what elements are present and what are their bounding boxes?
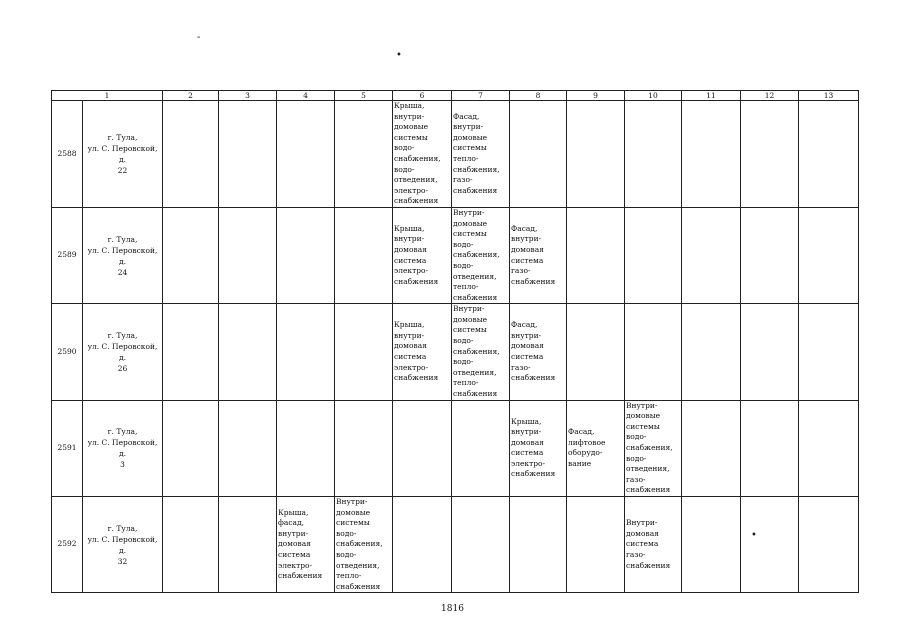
address-line: 32 [117, 556, 128, 566]
work-cell [393, 400, 452, 496]
address-line: г. Тула, [107, 132, 138, 142]
work-line: системы тепло- [453, 143, 487, 163]
empty-cell [799, 496, 859, 592]
work-line: снабжения [394, 276, 439, 286]
work-line: Внутри- [453, 207, 485, 217]
empty-cell [163, 400, 219, 496]
work-line: отведения, [453, 271, 497, 281]
work-line: система [511, 448, 544, 458]
work-line: система [278, 549, 311, 559]
work-cell [277, 496, 335, 592]
work-line: оборудо-вание [568, 448, 603, 468]
work-line: снабжения, [453, 346, 500, 356]
work-line: водо- [453, 260, 474, 270]
work-line: водо- [394, 164, 415, 174]
column-header: 3 [219, 91, 277, 101]
work-line: отведения, [394, 175, 438, 185]
table-row [52, 400, 859, 496]
stray-mark-dot: • [396, 50, 402, 61]
work-line: снабжения [336, 581, 381, 591]
address-line: 24 [117, 267, 128, 277]
work-line: система газо- [511, 255, 544, 276]
work-line: домовые [394, 122, 429, 132]
work-cell [335, 304, 393, 400]
work-line: электро- [278, 560, 313, 570]
work-line: системы водо- [453, 325, 487, 346]
table-header-row [52, 91, 859, 101]
row-number: 2592 [52, 496, 83, 592]
address-line: г. Тула, [107, 523, 138, 533]
work-cell [567, 101, 625, 208]
work-cell [277, 207, 335, 303]
work-line: снабжения, [394, 153, 441, 163]
empty-cell [219, 496, 277, 592]
work-cell [625, 101, 682, 208]
table-row [52, 101, 859, 208]
empty-cell [163, 496, 219, 592]
work-line: тепло- [453, 282, 479, 292]
table-row [52, 304, 859, 400]
work-line: снабжения, [453, 164, 500, 174]
table-row [52, 496, 859, 592]
work-cell [335, 496, 393, 592]
address-line: г. Тула, [107, 234, 138, 244]
column-header: 6 [393, 91, 452, 101]
work-line: снабжения, [336, 539, 383, 549]
work-line: тепло- [336, 571, 362, 581]
work-line: Внутри- [626, 518, 658, 528]
work-cell [335, 207, 393, 303]
work-cell [393, 207, 452, 303]
row-number: 2590 [52, 304, 83, 400]
work-line: снабжения [626, 560, 671, 570]
work-cell [567, 207, 625, 303]
row-number: 2589 [52, 207, 83, 303]
work-line: внутри- [278, 528, 309, 538]
work-line: электро- [394, 362, 429, 372]
work-line: тепло- [453, 378, 479, 388]
column-header: 11 [682, 91, 741, 101]
empty-cell [219, 101, 277, 208]
empty-cell [682, 400, 741, 496]
work-cell [393, 101, 452, 208]
address-line: г. Тула, [107, 427, 138, 437]
works-schedule-table [51, 90, 859, 593]
work-line: водо- [626, 453, 647, 463]
address-line: 3 [120, 460, 125, 470]
work-cell [277, 304, 335, 400]
work-cell [510, 101, 567, 208]
work-line: системы водо- [336, 518, 370, 538]
empty-cell [741, 496, 799, 592]
work-cell [625, 400, 682, 496]
work-line: домовая [511, 245, 544, 255]
work-line: домовые [453, 218, 488, 228]
work-line: снабжения [511, 276, 556, 286]
work-line: Фасад, внутри- [511, 320, 542, 340]
work-line: снабжения [394, 373, 439, 383]
empty-cell [799, 304, 859, 400]
work-cell [510, 207, 567, 303]
work-line: Крыша, внутри- [394, 101, 425, 121]
address-cell [83, 496, 163, 592]
work-line: система газо- [511, 351, 544, 372]
work-line: отведения, [626, 464, 670, 474]
address-cell [83, 101, 163, 208]
table-row [52, 207, 859, 303]
work-line: Фасад, [568, 427, 595, 437]
empty-cell [799, 101, 859, 208]
work-line: домовая [394, 341, 427, 351]
empty-cell [799, 207, 859, 303]
work-cell [510, 304, 567, 400]
work-cell [625, 496, 682, 592]
work-cell [452, 304, 510, 400]
column-header: 7 [452, 91, 510, 101]
work-cell [567, 400, 625, 496]
work-line: водо- [453, 357, 474, 367]
work-line: газо- [453, 175, 473, 185]
work-cell [393, 496, 452, 592]
work-line: Фасад, внутри- [453, 111, 484, 132]
work-line: домовая [511, 437, 544, 447]
work-cell [277, 101, 335, 208]
work-cell [567, 304, 625, 400]
work-line: снабжения, [626, 443, 673, 452]
row-number: 2588 [52, 101, 83, 208]
address-line: 26 [117, 363, 128, 373]
work-line: домовая [278, 539, 311, 549]
work-cell [452, 400, 510, 496]
work-line: снабжения, [453, 250, 500, 260]
stray-mark-dot: • [751, 530, 757, 541]
empty-cell [741, 304, 799, 400]
work-line: домовые [336, 507, 371, 517]
work-line: система [394, 351, 427, 361]
address-line: 22 [117, 165, 128, 175]
work-cell [452, 207, 510, 303]
work-line: Крыша, внутри- [394, 320, 425, 340]
empty-cell [682, 101, 741, 208]
empty-cell [219, 304, 277, 400]
work-line: отведения, [336, 560, 380, 570]
column-header: 9 [567, 91, 625, 101]
stray-mark-dash: - [197, 32, 201, 43]
address-line: ул. С. Перовской, д. [87, 341, 158, 362]
empty-cell [741, 400, 799, 496]
empty-cell [163, 101, 219, 208]
address-line: ул. С. Перовской, д. [87, 438, 158, 459]
empty-cell [682, 496, 741, 592]
page-number: 1816 [441, 604, 464, 614]
empty-cell [219, 207, 277, 303]
work-line: системы водо- [453, 229, 487, 249]
work-line: лифтовое [568, 437, 606, 447]
work-line: домовые [453, 132, 488, 142]
work-line: домовая [394, 245, 427, 255]
work-line: водо- [336, 549, 357, 559]
work-cell [335, 400, 393, 496]
work-line: домовая [511, 341, 544, 351]
empty-cell [741, 207, 799, 303]
work-line: внутри- [511, 427, 542, 437]
work-line: снабжения [626, 485, 671, 495]
work-line: домовые [453, 314, 488, 324]
work-line: снабжения [453, 185, 498, 195]
column-header: 2 [163, 91, 219, 101]
work-cell [625, 207, 682, 303]
work-line: электро- [511, 458, 546, 468]
address-line: ул. С. Перовской, д. [87, 143, 158, 164]
work-line: снабжения [453, 292, 498, 302]
work-cell [393, 304, 452, 400]
work-line: снабжения [511, 373, 556, 383]
column-header: 12 [741, 91, 799, 101]
column-header: 4 [277, 91, 335, 101]
work-cell [277, 400, 335, 496]
work-line: Крыша, фасад, [278, 507, 309, 528]
work-line: электро- [394, 185, 429, 195]
work-line: электро- [394, 266, 429, 276]
column-header: 10 [625, 91, 682, 101]
work-cell [567, 496, 625, 592]
column-header: 8 [510, 91, 567, 101]
empty-cell [163, 304, 219, 400]
column-header: 13 [799, 91, 859, 101]
work-line: Внутри- [626, 400, 658, 410]
work-line: снабжения [278, 571, 323, 581]
column-header: 5 [335, 91, 393, 101]
work-cell [452, 101, 510, 208]
address-cell [83, 207, 163, 303]
work-line: газо- [626, 474, 646, 484]
work-line: системы водо- [394, 132, 428, 153]
address-cell [83, 400, 163, 496]
work-line: Крыша, [511, 416, 542, 426]
address-cell [83, 304, 163, 400]
work-line: снабжения [453, 389, 498, 399]
work-cell [510, 496, 567, 592]
work-line: Внутри- [336, 496, 368, 506]
empty-cell [163, 207, 219, 303]
work-line: Фасад, внутри- [511, 223, 542, 244]
work-cell [625, 304, 682, 400]
column-header: 1 [52, 91, 163, 101]
address-line: ул. С. Перовской, д. [87, 245, 158, 266]
empty-cell [219, 400, 277, 496]
work-line: снабжения [511, 469, 556, 479]
work-line: Внутри- [453, 304, 485, 314]
row-number: 2591 [52, 400, 83, 496]
address-line: ул. С. Перовской, д. [87, 534, 158, 555]
work-cell [452, 496, 510, 592]
empty-cell [741, 101, 799, 208]
work-line: системы водо- [626, 421, 660, 442]
work-line: система газо- [626, 539, 659, 559]
work-line: домовая [626, 528, 659, 538]
address-line: г. Тула, [107, 330, 138, 340]
empty-cell [682, 207, 741, 303]
work-cell [510, 400, 567, 496]
work-line: Крыша, внутри- [394, 223, 425, 244]
work-cell [335, 101, 393, 208]
work-line: система [394, 255, 427, 265]
empty-cell [682, 304, 741, 400]
work-line: домовые [626, 411, 661, 421]
work-line: отведения, [453, 367, 497, 377]
empty-cell [799, 400, 859, 496]
work-line: снабжения [394, 196, 439, 206]
